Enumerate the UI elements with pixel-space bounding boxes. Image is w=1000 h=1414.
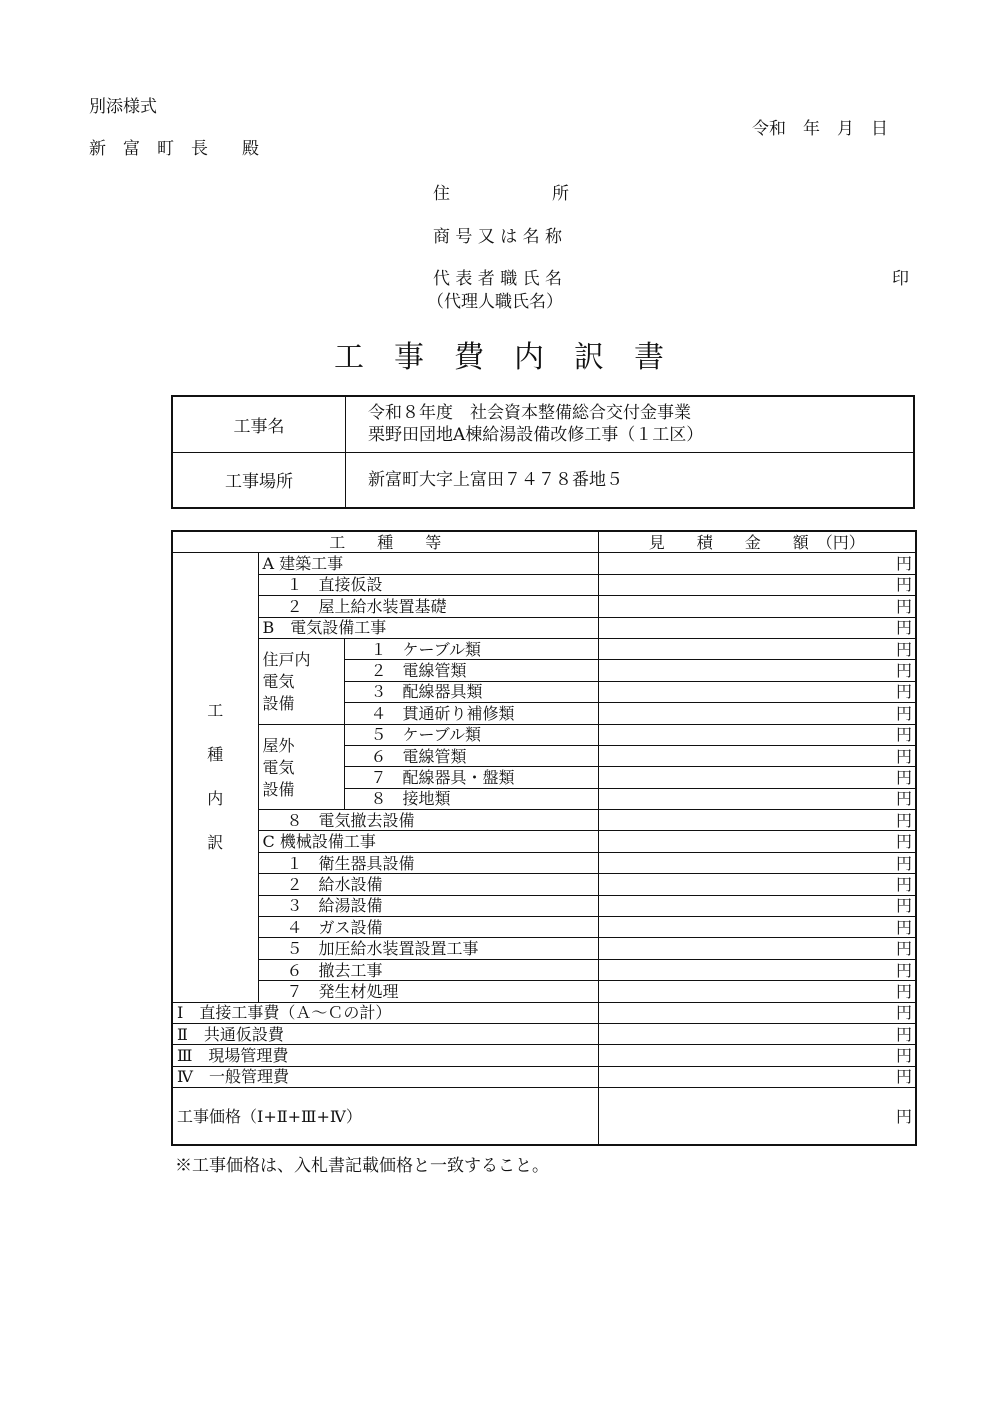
column-header-type: 工 種 等 [172,531,598,553]
seal-mark: 印 [892,269,909,289]
side-label-char: 種 [207,745,224,765]
project-info-table [171,395,915,509]
row-b6-label: ６ 電線管類 [344,745,598,766]
location-label: 工事場所 [172,452,346,508]
row-c-label: C 機械設備工事 [258,831,598,852]
row-c5-label: ５ 加圧給水装置設置工事 [258,938,598,959]
amount-cell: 円 [598,596,916,617]
project-name-line2: 栗野田団地A棟給湯設備改修工事（１工区） [368,425,704,446]
row-site-mgmt-label: Ⅲ 現場管理費 [172,1045,598,1066]
amount-cell: 円 [598,895,916,916]
amount-cell: 円 [598,981,916,1002]
group-indoor-electrical: 住戸内 電気 設備 [258,638,344,724]
row-c1-label: １ 衛生器具設備 [258,852,598,873]
amount-cell: 円 [598,959,916,980]
project-name-line1: 令和８年度 社会資本整備総合交付金事業 [368,403,691,424]
row-c2-label: ２ 給水設備 [258,874,598,895]
amount-cell: 円 [598,553,916,574]
row-b8-label: ８ 接地類 [344,788,598,809]
row-c4-label: ４ ガス設備 [258,917,598,938]
amount-cell: 円 [598,681,916,702]
row-c3-label: ３ 給湯設備 [258,895,598,916]
row-b8b-label: ８ 電気撤去設備 [258,810,598,831]
row-general-mgmt-label: Ⅳ 一般管理費 [172,1066,598,1087]
amount-cell: 円 [598,1066,916,1087]
row-b-label: B 電気設備工事 [258,617,598,638]
addressee: 新 富 町 長 殿 [89,139,259,159]
amount-cell: 円 [598,574,916,595]
row-b3-label: ３ 配線器具類 [344,681,598,702]
row-a2-label: ２ 屋上給水装置基礎 [258,596,598,617]
form-label: 別添様式 [89,97,157,117]
row-a1-label: １ 直接仮設 [258,574,598,595]
amount-cell: 円 [598,917,916,938]
side-label [172,553,258,1002]
row-b7-label: ７ 配線器具・盤類 [344,767,598,788]
page-title: 工 事 費 内 訳 書 [334,340,664,375]
amount-cell: 円 [598,831,916,852]
row-common-temp-label: Ⅱ 共通仮設費 [172,1023,598,1044]
amount-cell: 円 [598,1045,916,1066]
amount-cell: 円 [598,660,916,681]
amount-cell: 円 [598,874,916,895]
amount-cell: 円 [598,638,916,659]
amount-cell: 円 [598,852,916,873]
amount-cell: 円 [598,767,916,788]
agent-label: （代理人職氏名） [427,292,563,312]
amount-cell: 円 [598,1088,916,1146]
row-b5-label: ５ ケーブル類 [344,724,598,745]
side-label-char: 訳 [207,833,224,853]
column-header-amount: 見 積 金 額 （円） [598,531,916,553]
row-a-label: A 建築工事 [258,553,598,574]
project-name-label: 工事名 [172,396,346,452]
row-b2-label: ２ 電線管類 [344,660,598,681]
representative-label: 代 表 者 職 氏 名 [433,269,563,289]
row-b1-label: １ ケーブル類 [344,638,598,659]
group-outdoor-electrical: 屋外 電気 設備 [258,724,344,810]
amount-cell: 円 [598,617,916,638]
row-direct-cost-label: Ⅰ 直接工事費（Ａ～Ｃの計） [172,1002,598,1023]
row-c7-label: ７ 発生材処理 [258,981,598,1002]
amount-cell: 円 [598,938,916,959]
amount-cell: 円 [598,745,916,766]
row-total-label: 工事価格（Ⅰ+Ⅱ+Ⅲ+Ⅳ） [172,1088,598,1146]
amount-cell: 円 [598,703,916,724]
row-c6-label: ６ 撤去工事 [258,959,598,980]
amount-cell: 円 [598,788,916,809]
side-label-char: 工 [207,701,224,721]
cost-breakdown-table [171,530,917,1146]
amount-cell: 円 [598,1002,916,1023]
location-value: 新富町大字上富田７４７８番地５ [346,452,915,508]
row-b4-label: ４ 貫通斫り補修類 [344,703,598,724]
amount-cell: 円 [598,810,916,831]
side-label-char: 内 [207,789,224,809]
project-name-value [346,396,915,452]
footnote: ※工事価格は、入札書記載価格と一致すること。 [175,1156,549,1176]
amount-cell: 円 [598,1023,916,1044]
company-label: 商 号 又 は 名 称 [433,227,563,247]
address-label: 住 所 [433,184,569,204]
amount-cell: 円 [598,724,916,745]
date-field: 令和 年 月 日 [752,119,888,139]
